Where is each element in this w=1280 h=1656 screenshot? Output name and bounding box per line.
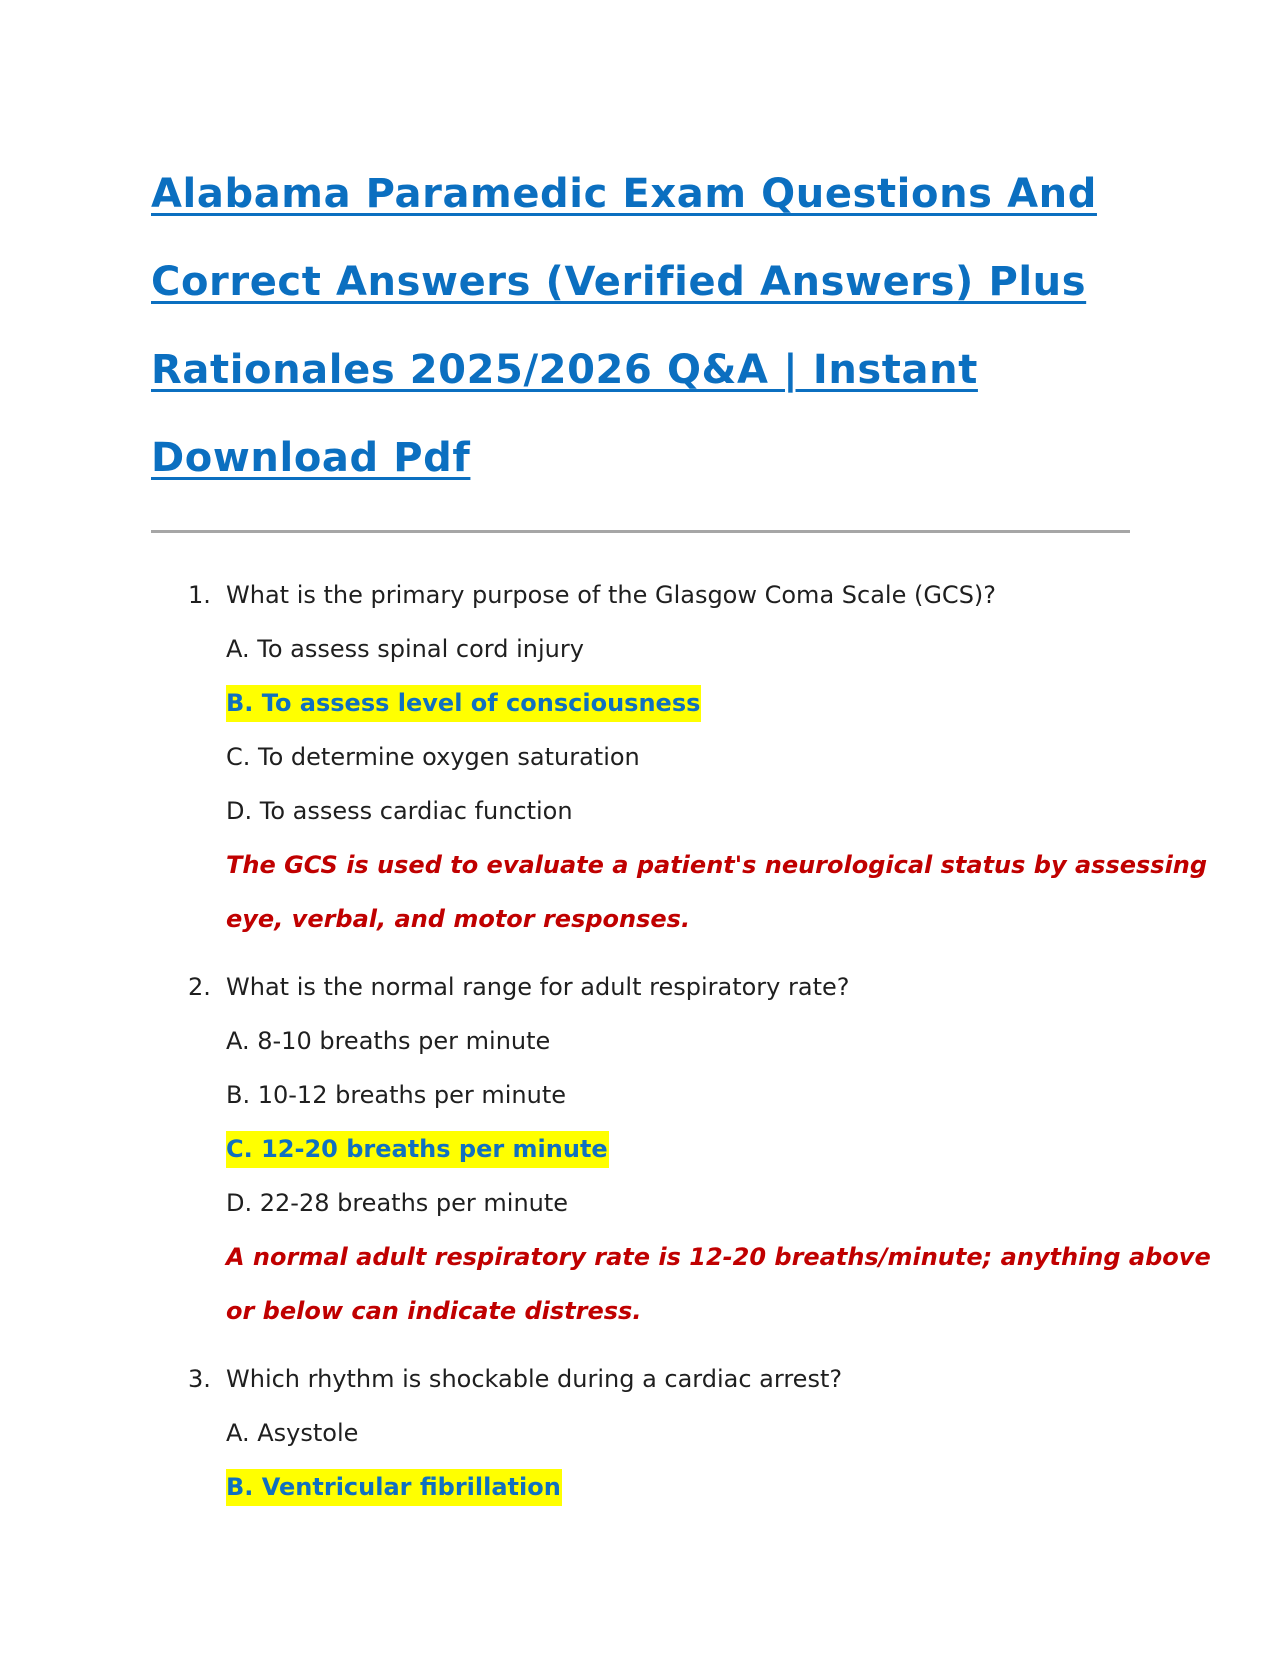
correct-answer-option: B. Ventricular fibrillation	[0, 1460, 1280, 1514]
answer-option: B. 10-12 breaths per minute	[226, 1081, 567, 1109]
answer-option: A. To assess spinal cord injury	[226, 635, 584, 663]
question-number: 3.	[188, 1365, 211, 1393]
question-text: Which rhythm is shockable during a cardiac arrest?	[226, 1365, 843, 1393]
question-text: What is the normal range for adult respiratory rate?	[226, 973, 850, 1001]
rationale-line: A normal adult respiratory rate is 12-20 breaths/minute; anything above	[226, 1243, 1211, 1271]
rationale	[0, 1230, 1211, 1338]
title-line: Alabama Paramedic Exam Questions And	[151, 171, 1097, 217]
correct-answer-option: B. To assess level of consciousness	[0, 676, 1280, 730]
title-line: Download Pdf	[151, 435, 471, 481]
question-2	[0, 960, 1280, 1338]
answer-option: A. 8-10 breaths per minute	[226, 1027, 551, 1055]
question-text: What is the primary purpose of the Glasgow Coma Scale (GCS)?	[226, 581, 997, 609]
answer-option: A. Asystole	[226, 1419, 359, 1447]
horizontal-divider	[151, 530, 1130, 533]
question-1	[0, 568, 1280, 946]
question-3	[0, 1352, 1280, 1514]
rationale	[0, 838, 1208, 946]
answer-option: D. To assess cardiac function	[226, 797, 573, 825]
question-list	[0, 568, 1280, 1528]
question-number: 1.	[188, 581, 211, 609]
title-line: Correct Answers (Verified Answers) Plus	[151, 259, 1087, 305]
rationale-line: The GCS is used to evaluate a patient's neurological status by assessing	[226, 851, 1208, 879]
rationale-line: or below can indicate distress.	[226, 1297, 642, 1325]
correct-answer-option: C. 12-20 breaths per minute	[0, 1122, 1280, 1176]
title-line: Rationales 2025/2026 Q&A | Instant	[151, 347, 978, 393]
question-number: 2.	[188, 973, 211, 1001]
rationale-line: eye, verbal, and motor responses.	[226, 905, 691, 933]
document-title[interactable]	[151, 150, 1131, 502]
answer-option: C. To determine oxygen saturation	[226, 743, 640, 771]
answer-option: D. 22-28 breaths per minute	[226, 1189, 569, 1217]
